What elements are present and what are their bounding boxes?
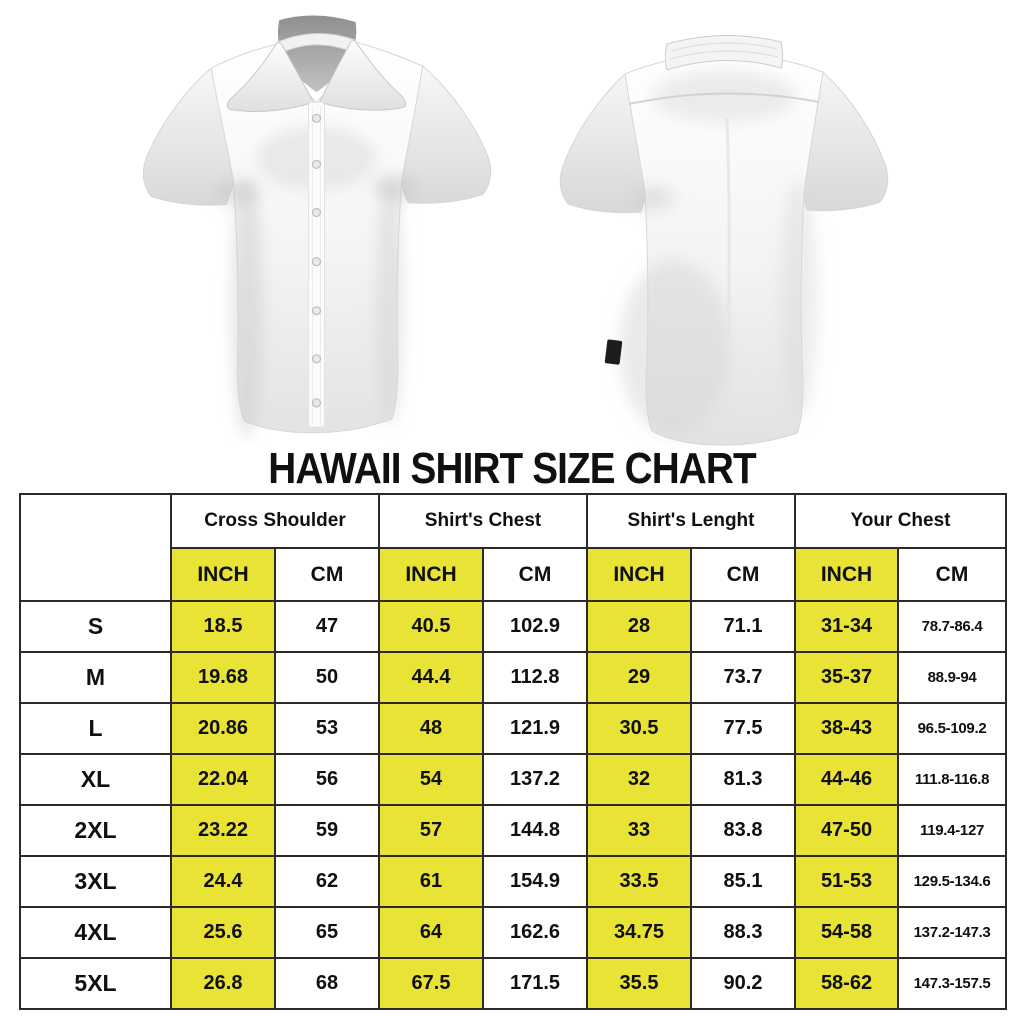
value-cell: 137.2: [483, 754, 587, 805]
value-cell: 35-37: [795, 652, 898, 703]
value-cell: 34.75: [587, 907, 691, 958]
value-cell: 129.5-134.6: [898, 856, 1006, 907]
size-cell: L: [20, 703, 171, 754]
shirt-back-tag: [605, 339, 623, 365]
value-cell: 48: [379, 703, 483, 754]
unit-header-cm: CM: [483, 548, 587, 601]
col-group-shirts-chest: Shirt's Chest: [379, 494, 587, 548]
value-cell: 61: [379, 856, 483, 907]
value-cell: 144.8: [483, 805, 587, 856]
unit-header-cm: CM: [691, 548, 795, 601]
unit-header-inch: INCH: [587, 548, 691, 601]
value-cell: 44.4: [379, 652, 483, 703]
value-cell: 32: [587, 754, 691, 805]
group-header-row: [20, 494, 1006, 548]
value-cell: 33.5: [587, 856, 691, 907]
size-cell: M: [20, 652, 171, 703]
value-cell: 29: [587, 652, 691, 703]
value-cell: 68: [275, 958, 379, 1009]
value-cell: 119.4-127: [898, 805, 1006, 856]
value-cell: 147.3-157.5: [898, 958, 1006, 1009]
value-cell: 53: [275, 703, 379, 754]
value-cell: 33: [587, 805, 691, 856]
value-cell: 59: [275, 805, 379, 856]
table-row-s: [20, 601, 1006, 652]
value-cell: 162.6: [483, 907, 587, 958]
value-cell: 121.9: [483, 703, 587, 754]
unit-header-cm: CM: [898, 548, 1006, 601]
value-cell: 40.5: [379, 601, 483, 652]
value-cell: 22.04: [171, 754, 275, 805]
value-cell: 28: [587, 601, 691, 652]
table-row-l: [20, 703, 1006, 754]
value-cell: 50: [275, 652, 379, 703]
value-cell: 18.5: [171, 601, 275, 652]
table-row-5xl: [20, 958, 1006, 1009]
size-cell: 3XL: [20, 856, 171, 907]
value-cell: 51-53: [795, 856, 898, 907]
col-group-cross-shoulder: Cross Shoulder: [171, 494, 379, 548]
value-cell: 23.22: [171, 805, 275, 856]
col-group-shirts-lenght: Shirt's Lenght: [587, 494, 795, 548]
value-cell: 62: [275, 856, 379, 907]
value-cell: 56: [275, 754, 379, 805]
value-cell: 31-34: [795, 601, 898, 652]
size-cell: S: [20, 601, 171, 652]
unit-header-inch: INCH: [171, 548, 275, 601]
value-cell: 65: [275, 907, 379, 958]
value-cell: 30.5: [587, 703, 691, 754]
shirt-front-image: [128, 6, 506, 442]
value-cell: 77.5: [691, 703, 795, 754]
value-cell: 102.9: [483, 601, 587, 652]
value-cell: 20.86: [171, 703, 275, 754]
value-cell: 73.7: [691, 652, 795, 703]
size-cell: 4XL: [20, 907, 171, 958]
value-cell: 26.8: [171, 958, 275, 1009]
value-cell: 57: [379, 805, 483, 856]
col-group-your-chest: Your Chest: [795, 494, 1006, 548]
value-cell: 85.1: [691, 856, 795, 907]
value-cell: 171.5: [483, 958, 587, 1009]
table-row-m: [20, 652, 1006, 703]
value-cell: 54-58: [795, 907, 898, 958]
table-row-xl: [20, 754, 1006, 805]
value-cell: 54: [379, 754, 483, 805]
value-cell: 83.8: [691, 805, 795, 856]
value-cell: 35.5: [587, 958, 691, 1009]
unit-header-cm: CM: [275, 548, 379, 601]
unit-header-inch: INCH: [379, 548, 483, 601]
value-cell: 96.5-109.2: [898, 703, 1006, 754]
value-cell: 44-46: [795, 754, 898, 805]
value-cell: 111.8-116.8: [898, 754, 1006, 805]
value-cell: 90.2: [691, 958, 795, 1009]
value-cell: 81.3: [691, 754, 795, 805]
size-table: [19, 493, 1007, 1010]
size-cell: XL: [20, 754, 171, 805]
value-cell: 88.3: [691, 907, 795, 958]
value-cell: 137.2-147.3: [898, 907, 1006, 958]
value-cell: 47: [275, 601, 379, 652]
size-cell: 2XL: [20, 805, 171, 856]
value-cell: 38-43: [795, 703, 898, 754]
value-cell: 47-50: [795, 805, 898, 856]
value-cell: 67.5: [379, 958, 483, 1009]
table-row-4xl: [20, 907, 1006, 958]
value-cell: 88.9-94: [898, 652, 1006, 703]
chart-title: HAWAII SHIRT SIZE CHART: [268, 444, 756, 493]
value-cell: 112.8: [483, 652, 587, 703]
value-cell: 25.6: [171, 907, 275, 958]
value-cell: 78.7-86.4: [898, 601, 1006, 652]
shirt-back-image: [548, 18, 900, 448]
value-cell: 64: [379, 907, 483, 958]
table-row-2xl: [20, 805, 1006, 856]
value-cell: 71.1: [691, 601, 795, 652]
value-cell: 24.4: [171, 856, 275, 907]
value-cell: 19.68: [171, 652, 275, 703]
corner-cell: [20, 494, 171, 601]
table-row-3xl: [20, 856, 1006, 907]
unit-header-inch: INCH: [795, 548, 898, 601]
value-cell: 58-62: [795, 958, 898, 1009]
size-cell: 5XL: [20, 958, 171, 1009]
value-cell: 154.9: [483, 856, 587, 907]
